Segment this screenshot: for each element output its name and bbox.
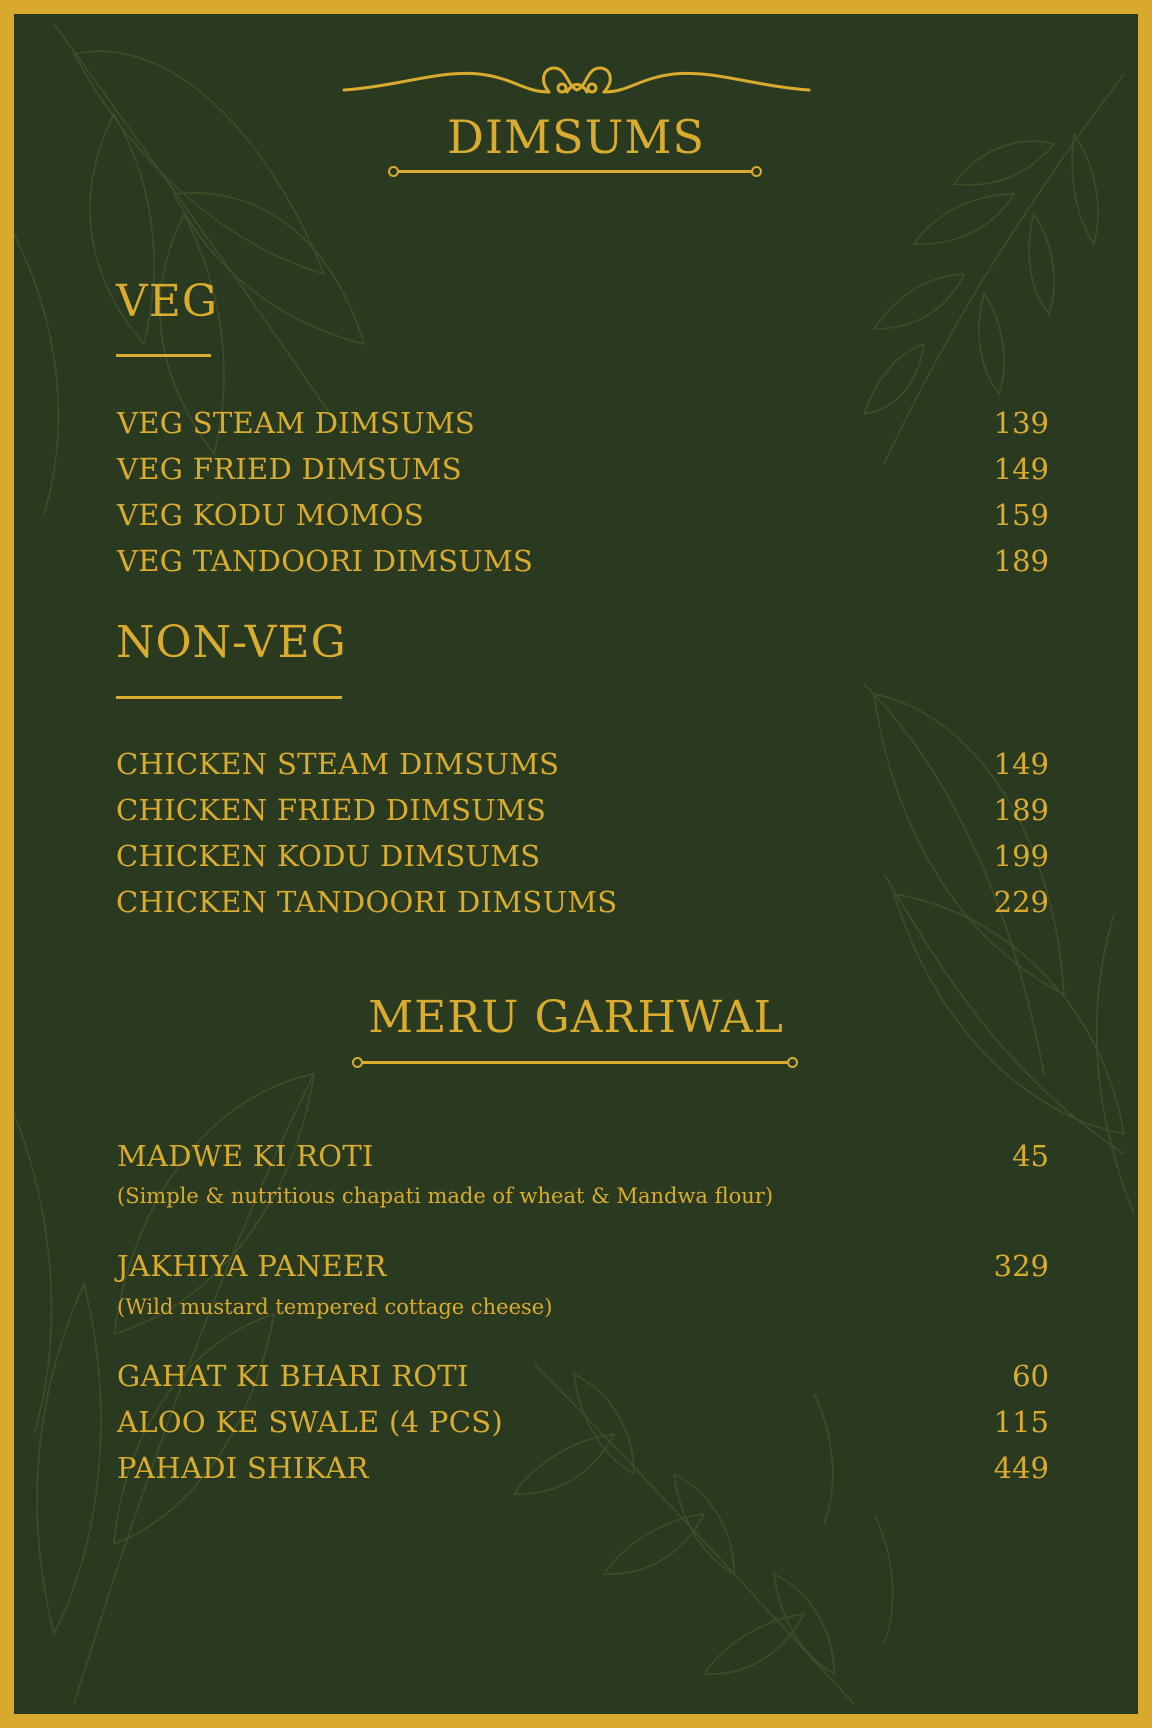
nonveg-title-underline <box>116 696 342 699</box>
veg-section-title: VEG <box>116 276 219 327</box>
menu-item-name: PAHADI SHIKAR <box>117 1451 369 1485</box>
menu-item-price: 115 <box>993 1405 1049 1439</box>
menu-item-name: VEG KODU MOMOS <box>117 498 425 532</box>
garhwal-section-title: MERU GARHWAL <box>368 992 784 1043</box>
menu-item-price: 159 <box>993 498 1049 532</box>
ornamental-flourish-icon <box>339 52 814 102</box>
menu-item-price: 229 <box>993 885 1049 919</box>
menu-item-name: CHICKEN STEAM DIMSUMS <box>116 747 560 781</box>
title-underline-divider <box>397 170 753 173</box>
menu-item-name: JAKHIYA PANEER <box>117 1249 387 1283</box>
menu-item-price: 189 <box>993 544 1049 578</box>
menu-item-name: GAHAT KI BHARI ROTI <box>117 1359 469 1393</box>
menu-page <box>14 14 1138 1714</box>
veg-title-underline <box>116 354 211 357</box>
menu-item-description: (Wild mustard tempered cottage cheese) <box>117 1295 553 1319</box>
menu-item-price: 189 <box>993 793 1049 827</box>
menu-item-name: MADWE KI ROTI <box>117 1139 374 1173</box>
menu-item-price: 449 <box>993 1451 1049 1485</box>
garhwal-title-underline-divider <box>361 1061 789 1064</box>
menu-item-price: 199 <box>993 839 1049 873</box>
menu-item-price: 329 <box>993 1249 1049 1283</box>
menu-item-name: VEG STEAM DIMSUMS <box>117 406 476 440</box>
menu-item-price: 60 <box>1012 1359 1049 1393</box>
nonveg-section-title: NON-VEG <box>116 617 347 668</box>
menu-item-price: 149 <box>993 452 1049 486</box>
menu-item-price: 139 <box>993 406 1049 440</box>
menu-item-name: CHICKEN KODU DIMSUMS <box>116 839 541 873</box>
menu-item-name: CHICKEN FRIED DIMSUMS <box>116 793 547 827</box>
menu-item-name: CHICKEN TANDOORI DIMSUMS <box>116 885 618 919</box>
page-title: DIMSUMS <box>446 110 706 164</box>
menu-item-description: (Simple & nutritious chapati made of wheat & Mandwa flour) <box>117 1184 774 1208</box>
menu-item-name: VEG TANDOORI DIMSUMS <box>117 544 534 578</box>
menu-item-price: 45 <box>1012 1139 1049 1173</box>
menu-item-price: 149 <box>993 747 1049 781</box>
menu-item-name: VEG FRIED DIMSUMS <box>117 452 462 486</box>
menu-item-name: ALOO KE SWALE (4 PCS) <box>117 1405 504 1439</box>
